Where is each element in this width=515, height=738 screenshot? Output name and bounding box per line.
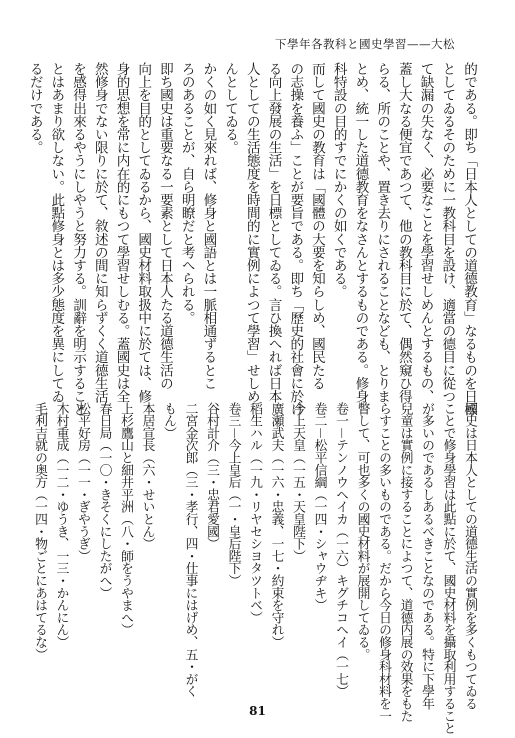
text-column: が多いのであるしあるべきことなのである。特に下學年 [419,402,434,710]
text-column: 然修身でない限りに於て、敘述の間に知らずくく道德生活 [91,62,108,403]
text-column: を感得出來るやうにしやうと努力する。訓辭を明示すること [70,62,87,416]
text-column: 兒童は實例に接することによつて、道德内展の效果をもた [397,402,413,722]
list-item: 二宮金次郎（三・孝行、四・仕事にはげめ、五・がく [182,402,198,698]
text-column: んとしてゐる。 [222,62,239,154]
list-item: 松平好房（一一・ぎやうぎ） [75,402,90,562]
list-item: 今上天皇（一五・天皇陛下） [290,402,305,562]
text-column: らる、所のことや、置き去りにされることなども、とりま [374,62,391,403]
list-item: 上杉鷹山と細井平洲（八・師をうやまへ） [118,402,133,636]
list-item: 廣瀬武夫（一六・忠義、一七・約束を守れ） [268,402,284,648]
text-column: らすことの多いものである。だから今日の修身科材料を一 [376,402,391,722]
text-column: 即ち國史は重要なる一要素として日本人たる道德生活の [156,62,173,390]
list-item: 卷一－テンノウヘイカ（一六）キグチコヘイ（一七） [333,402,348,698]
text-column: 蓋し大なる便宜であつて、他の教科目に於て、偶然窺ひ得 [395,62,412,403]
text-column: の志操を養ふ」ことが要旨である。即ち「歷史的社會に於け [287,62,304,416]
text-column: るだけである。 [26,62,43,154]
text-column: ろのあることが、自ら明瞭だと考へられる。 [178,62,195,324]
text-column: 向上を目的としてゐるから、國史材料取扱中に於ては、修 [135,62,152,403]
text-column: ことで修身學習は此點に於て、國史材料を攝取利用すること [440,402,456,735]
text-column: かくの如く見來れば、修身と國語とは一脈相通ずるとこ [200,62,217,390]
text-column: 科特設の目的すでにかくの如くである。 [330,62,347,298]
list-item: 卷三－今上皇后（一・皇后陛下） [225,402,241,587]
list-item: 稻生ハル（一九・リヤセシヨタツトベ） [247,402,262,624]
list-item: 毛利吉就の奥方（一四・物ごとにあはてるな） [32,402,47,661]
text-column: とはあまり欲しない。此點修身とは多少態度を異にしてゐ [48,62,65,403]
upper-text-block [19,62,477,416]
text-column: 身的思想を常に内在的にもつて學習せしむる。蓋國史は全 [113,62,130,403]
text-column: 瞥して、可也多くの國史材料が展開してゐる。 [354,402,370,661]
list-item: 木村重成（一二・ゆうき、一三・かんにん） [53,402,69,648]
page-number: 81 [249,704,266,718]
text-column: て缺漏の失なく、必要なことを學習せしめんとするもの、 [417,62,434,403]
list-item: 本居宣長（六・せいとん） [139,402,155,550]
text-column: る向上發展の生活」を日標としてゐる。言ひ換へれば日本 [265,62,282,403]
list-item: 卷二－松平信綱（一四・シャウヂキ） [311,402,327,612]
running-header: 下學年各教科と國史學習——大松 [275,37,455,51]
list-item: 谷村計介（三・忠君愛國） [204,402,219,550]
text-column: 國史は日本人としての道德生活の實例を多くもつてゐる [462,402,477,710]
text-column: 而して國史の教育は「國體の大要を知らしめ、國民たる [308,62,325,390]
list-item: 春日局（一〇・きそくにしたがへ） [96,402,112,599]
text-column: 的である。即ち「日本人としての道德教育」なるものを日標 [461,62,477,416]
list-item: もん） [161,402,176,439]
text-column: とめ、統一した道德教育をなさんとするものである。修身 [352,62,369,403]
text-column: としてゐるそのために一教科目を設け、適當の德目に從つ [439,62,456,403]
text-column: 人としての生活態度を時間的に實例によつて學習」せしめ [243,62,260,403]
